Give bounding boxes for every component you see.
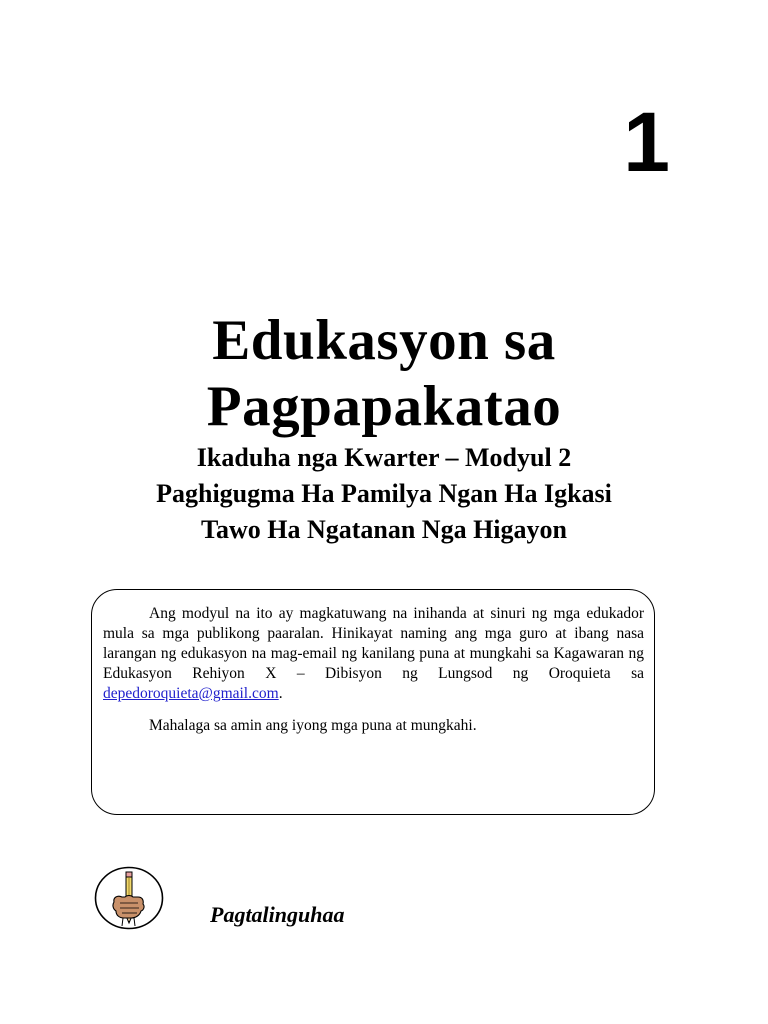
notice-paragraph-text: Ang modyul na ito ay magkatuwang na inihanda at sinuri ng mga edukador mula sa mga publikong paaralan. Hinikayat naming ang mga guro at ibang nasa larangan ng edukasyon na mag-email ng kanilang puna at mungkahi sa Kagawaran ng Edukasyon Rehiyon X – Dibisyon ng Lungsod ng Oroquieta sa — [103, 605, 644, 682]
notice-paragraph — [103, 604, 644, 704]
notice-paragraph-end: . — [278, 685, 283, 702]
email-link[interactable]: depedoroquieta@gmail.com — [103, 685, 279, 702]
module-title — [0, 308, 768, 440]
hand-holding-pencil-icon — [94, 866, 164, 930]
title-line-1: Edukasyon sa — [212, 309, 556, 372]
feedback-note: Mahalaga sa amin ang iyong mga puna at mungkahi. — [149, 717, 477, 734]
notice-box — [91, 589, 655, 815]
title-line-2: Pagpapakatao — [206, 375, 562, 438]
grade-number: 1 — [623, 95, 670, 189]
subtitle-topic-line-2: Tawo Ha Ngatanan Nga Higayon — [201, 515, 567, 544]
subtitle-topic-line-1: Paghigugma Ha Pamilya Ngan Ha Igkasi — [156, 479, 612, 508]
subtitle-quarter-module: Ikaduha nga Kwarter – Modyul 2 — [196, 443, 572, 472]
module-subtitle — [0, 440, 768, 548]
footer-label: Pagtalinguhaa — [210, 902, 345, 927]
